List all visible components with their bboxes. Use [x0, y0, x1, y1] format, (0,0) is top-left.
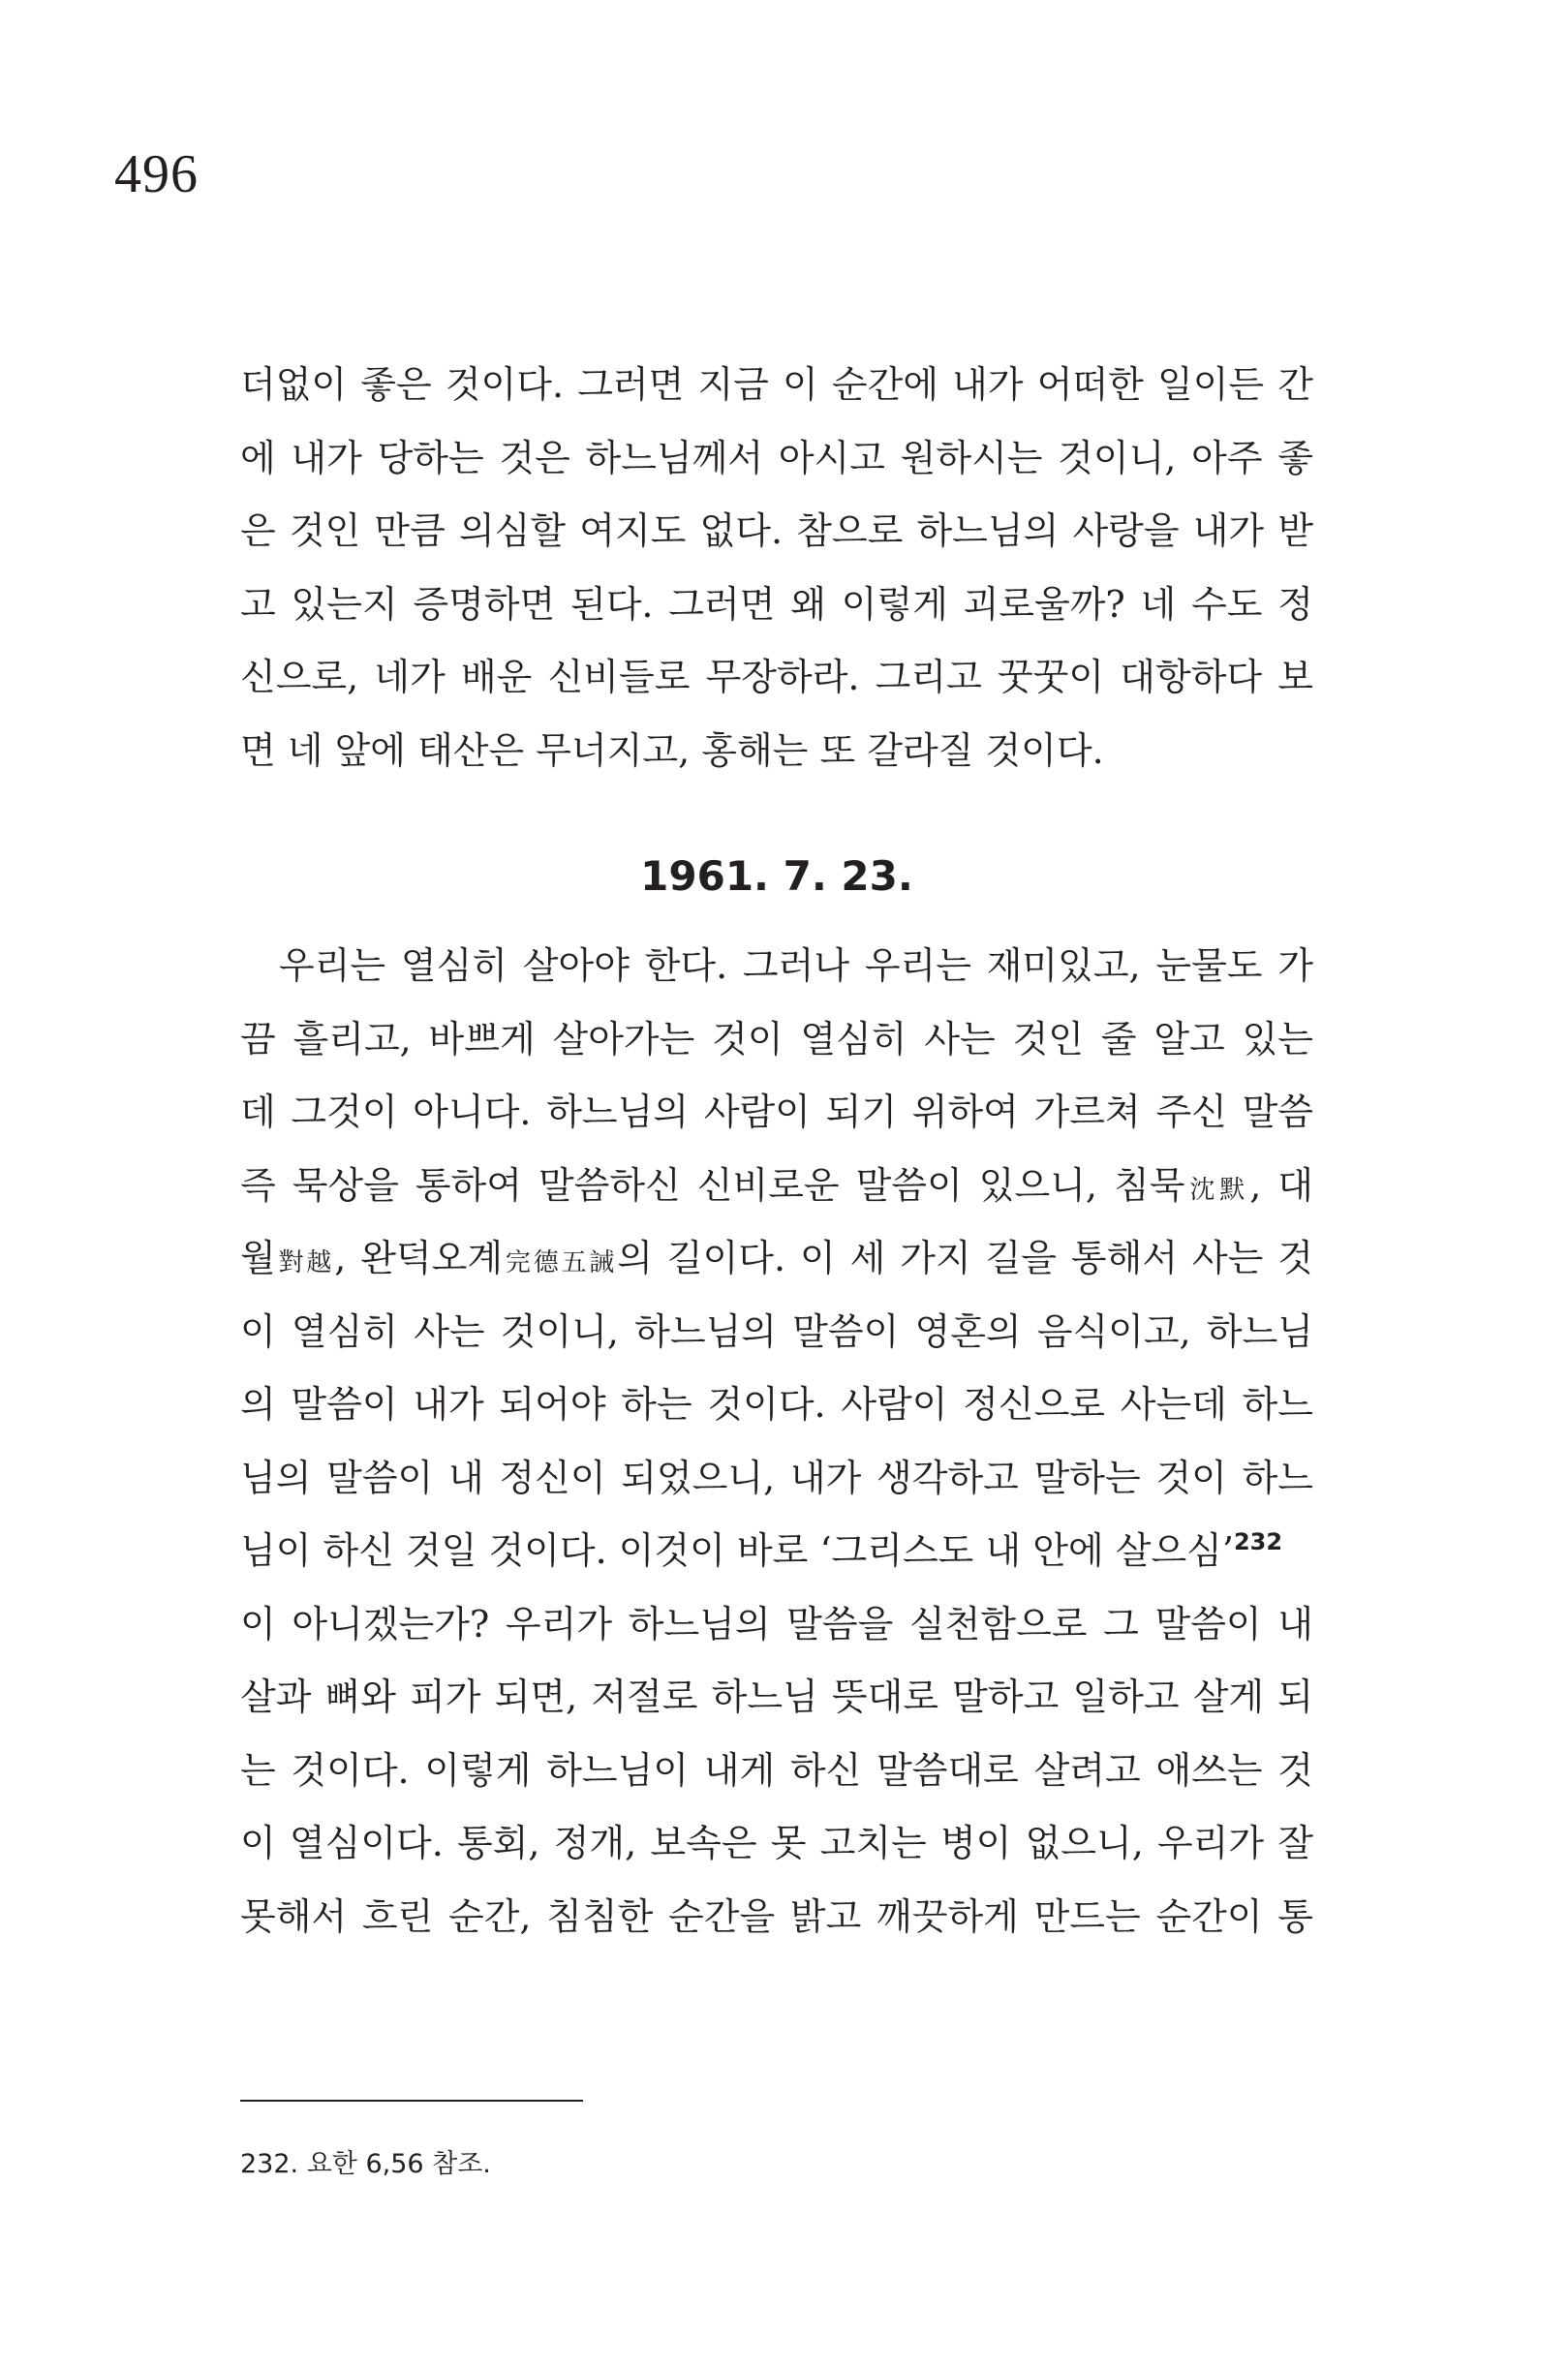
text-line: 데 그것이 아니다. 하느님의 사람이 되기 위하여 가르쳐 주신 말씀	[240, 1091, 1313, 1133]
text-line: 고 있는지 증명하면 된다. 그러면 왜 이렇게 괴로울까? 네 수도 정	[240, 582, 1313, 626]
text-line: 못해서 흐린 순간, 침침한 순간을 밝고 깨끗하게 만드는 순간이 통	[240, 1894, 1313, 1938]
text-line: 우리는 열심히 살아야 한다. 그러나 우리는 재미있고, 눈물도 가	[279, 944, 1313, 987]
text-span: 의 길이다. 이 세 가지 길을 통해서 사는 것	[617, 1237, 1313, 1279]
text-line: 님의 말씀이 내 정신이 되었으니, 내가 생각하고 말하는 것이 하느	[240, 1456, 1313, 1499]
text-line: 더없이 좋은 것이다. 그러면 지금 이 순간에 내가 어떠한 일이든 간	[240, 363, 1313, 406]
hanja-annotation: 沈默	[1184, 1175, 1250, 1205]
text-line: 에 내가 당하는 것은 하느님께서 아시고 원하시는 것이니, 아주 좋	[240, 436, 1313, 479]
text-line	[240, 1515, 1313, 1588]
footnote-text: 232. 요한 6,56 참조.	[240, 2149, 491, 2179]
text-line	[240, 1222, 1313, 1296]
text-line: 이 열심이다. 통회, 정개, 보속은 못 고치는 병이 없으니, 우리가 잘	[240, 1822, 1313, 1864]
text-line: 면 네 앞에 태산은 무너지고, 홍해는 또 갈라질 것이다.	[240, 728, 1104, 772]
hanja-annotation: 完德五誡	[503, 1248, 618, 1277]
text-line: 이 아니겠는가? 우리가 하느님의 말씀을 실천함으로 그 말씀이 내	[240, 1602, 1313, 1645]
hanja-annotation: 對越	[275, 1248, 335, 1277]
text-line: 살과 뼈와 피가 되면, 저절로 하느님 뜻대로 말하고 일하고 살게 되	[240, 1676, 1313, 1718]
text-span: 즉 묵상을 통하여 말씀하신 신비로운 말씀이 있으니, 침묵	[240, 1163, 1185, 1207]
paragraph-1	[240, 349, 1313, 787]
text-line: 이 열심히 사는 것이니, 하느님의 말씀이 영혼의 음식이고, 하느님	[240, 1309, 1313, 1353]
text-span: 님이 하신 것일 것이다. 이것이 바로 ‘그리스도 내 안에 살으심’	[240, 1529, 1234, 1572]
footnote-divider	[240, 2100, 583, 2102]
text-line: 끔 흘리고, 바쁘게 살아가는 것이 열심히 사는 것인 줄 알고 있는	[240, 1017, 1313, 1061]
text-line: 의 말씀이 내가 되어야 하는 것이다. 사람이 정신으로 사는데 하느	[240, 1383, 1313, 1426]
text-line: 신으로, 네가 배운 신비들로 무장하라. 그리고 꿋꿋이 대항하다 보	[240, 656, 1313, 698]
footnote-reference: 232	[1233, 1528, 1283, 1555]
paragraph-2	[240, 930, 1313, 1953]
text-span: , 대	[1249, 1163, 1313, 1207]
text-span: 월	[240, 1237, 276, 1279]
text-line	[240, 1150, 1313, 1223]
date-heading: 1961. 7. 23.	[640, 852, 913, 900]
text-line: 은 것인 만큼 의심할 여지도 없다. 참으로 하느님의 사랑을 내가 받	[240, 509, 1313, 552]
text-line: 는 것이다. 이렇게 하느님이 내게 하신 말씀대로 살려고 애쓰는 것	[240, 1748, 1313, 1792]
page-number: 496	[114, 144, 199, 204]
text-span: , 완덕오계	[334, 1237, 504, 1279]
